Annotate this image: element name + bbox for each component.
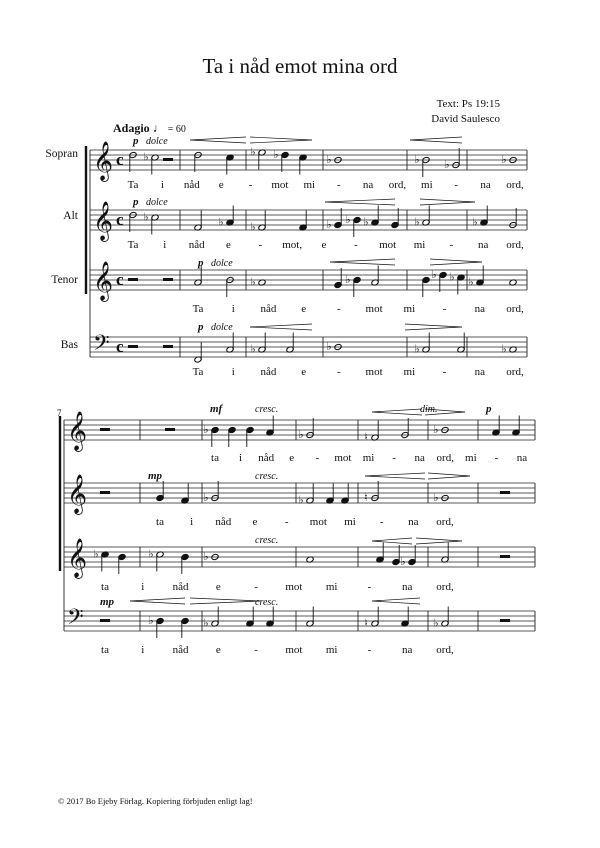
note [431,269,447,292]
dynamic-cresc: cresc. [255,471,279,482]
hairpin-line [416,541,462,544]
hairpin-line [410,140,462,143]
note [266,416,274,437]
flat-sign: ♭ [326,219,332,231]
note [341,484,349,505]
lyric2-sopran: - [392,452,396,464]
note [194,211,202,232]
hairpin-line [365,476,425,479]
flat-sign: ♭ [414,154,420,166]
dynamic-dolce: dolce [146,197,168,208]
hairpin-line [190,140,246,143]
hairpin-line [365,473,425,476]
natural-sign: ♮ [364,617,368,630]
lyric2-alt: e [252,516,258,528]
flat-sign: ♭ [250,221,256,234]
half-rest [500,491,510,494]
staff2-bas [64,611,535,631]
hairpin-line [190,601,260,604]
note [273,149,289,172]
lyric2-bas: i [141,644,145,656]
hairpin-line [130,598,185,601]
hairpin-line [250,140,312,143]
lyric-sopran: mi [421,179,433,191]
hairpin-line [325,202,395,205]
dynamic-dolce: dolce [211,322,233,333]
lyric2-sopran: ord, [436,452,454,464]
lyric-bas: mot [365,366,383,378]
lyric-sopran: na [362,179,374,191]
lyric2-bas: - [367,644,372,656]
decrescendo-hairpin [190,598,260,604]
lyric2-tenor: nåd [172,581,189,593]
lyric-sopran: na [480,179,491,191]
lyric2-alt: - [379,516,384,528]
note [299,211,307,232]
dynamic-p: p [198,257,204,269]
flat-sign: ♭ [414,216,420,229]
flat-sign: ♭ [250,343,256,356]
hairpin-line [428,473,470,476]
note [118,553,126,574]
half-rest [165,428,175,431]
hairpin-line [325,199,395,202]
treble-clef-icon: 𝄞 [93,203,114,240]
lyric-alt: e [226,239,231,251]
hairpin-line [250,137,312,140]
crescendo-hairpin [330,259,395,265]
half-rest [100,619,110,622]
note [512,416,520,437]
lyric-bas: i [231,366,235,378]
hairpin-line [428,476,470,479]
flat-sign: ♭ [250,146,256,159]
note [298,418,314,441]
flat-sign: ♭ [326,341,332,353]
note [203,424,219,447]
treble-clef-icon: 𝄞 [93,263,114,300]
dynamic-cresc: cresc. [255,404,279,415]
treble-clef-icon: 𝄞 [67,413,88,450]
note [391,208,399,229]
common-time-icon: c [116,150,124,169]
crescendo-hairpin [372,598,420,604]
flat-sign: ♭ [433,617,439,630]
lyric2-tenor: - [254,581,258,593]
hairpin-line [190,598,260,601]
flat-sign: ♭ [433,492,439,504]
note [286,333,294,354]
measure-number: 7 [57,408,62,418]
flat-sign: ♭ [345,214,351,226]
dynamic-p: p [133,135,139,147]
lyric2-sopran: - [315,452,320,464]
natural-sign: ♮ [364,431,368,444]
half-rest [128,345,138,348]
note [226,276,234,297]
hairpin-line [430,259,482,262]
copyright-notice: © 2017 Bo Ejeby Förlag. Kopiering förbjuden enligt lag! [58,796,253,806]
note [422,276,430,297]
dynamic-dim: dim. [420,404,438,415]
hairpin-line [130,601,185,604]
note [156,481,164,502]
lyric2-sopran: mi [465,452,477,464]
lyric-sopran: e [218,179,224,191]
flat-sign: ♭ [400,556,406,568]
decrescendo-hairpin [405,324,462,330]
note [203,481,219,504]
lyric2-bas: na [402,644,413,656]
page-title: Ta i nåd emot mina ord [202,54,398,78]
flat-sign: ♭ [203,551,209,563]
lyric2-sopran: mi [362,452,375,464]
lyric2-alt: ord, [436,516,454,528]
lyric-alt: mot [379,239,397,251]
flat-sign: ♭ [218,216,224,229]
half-rest [100,491,110,494]
lyric2-alt: mi [344,516,356,528]
lyric2-bas: nåd [172,644,189,656]
lyric2-alt: na [408,516,419,528]
hairpin-line [420,199,475,202]
lyric2-sopran: nåd [258,452,275,464]
lyric-sopran: nåd [183,179,200,191]
hairpin-line [430,262,482,265]
lyric2-bas: ord, [436,644,454,656]
lyric2-sopran: ta [211,452,219,464]
note [246,426,254,447]
note [226,333,234,354]
note [345,214,361,237]
lyric-bas: nåd [260,366,277,378]
decrescendo-hairpin [420,199,475,205]
lyric-tenor: i [231,303,235,315]
lyric-alt: mi [413,239,426,251]
lyric-sopran: ord, [506,179,524,191]
note [501,344,517,356]
common-time-icon: c [116,210,124,229]
note [457,333,465,354]
natural-sign: ♮ [364,492,368,504]
lyric-bas: Ta [192,366,204,378]
note [181,617,189,638]
crescendo-hairpin [410,137,462,143]
note [371,266,379,287]
half-rest [128,278,138,281]
lyric2-alt: mot [309,516,327,528]
lyric-tenor: ord, [506,303,524,315]
note [148,615,164,638]
note [444,148,460,171]
treble-clef-icon: 𝄞 [67,476,88,513]
flat-sign: ♭ [501,154,507,166]
half-rest [163,278,173,281]
dynamic-p: p [486,403,492,415]
hairpin-line [330,262,395,265]
lyric-alt: e [321,239,327,251]
lyric2-tenor: mot [285,581,303,593]
flat-sign: ♭ [298,429,304,441]
lyric-sopran: mot [271,179,289,191]
note [334,268,342,289]
flat-sign: ♭ [203,424,209,436]
lyric2-alt: - [284,516,289,528]
lyric-sopran: ord, [388,179,407,191]
lyric-sopran: - [336,179,341,191]
note [401,607,409,628]
hairpin-line [372,541,412,544]
note [326,208,342,231]
flat-sign: ♭ [363,216,369,229]
lyric-alt: - [258,239,263,251]
lyric-alt: - [353,239,358,251]
note [492,416,500,437]
note [414,154,430,177]
flat-sign: ♭ [148,615,154,627]
lyric2-tenor: - [367,581,372,593]
crescendo-hairpin [190,137,246,143]
flat-sign: ♭ [414,343,420,356]
dynamic-mp: mp [148,470,163,482]
decrescendo-hairpin [430,259,482,265]
note [441,543,449,564]
note [306,607,314,628]
crescendo-hairpin [372,538,412,544]
flat-sign: ♭ [431,269,437,281]
note [509,208,517,229]
lyric-bas: ord, [506,366,524,378]
half-rest [100,428,110,431]
lyric-tenor: e [301,303,307,315]
lyric-bas: - [337,366,341,378]
note [345,274,361,297]
lyric-tenor: na [474,303,485,315]
composer-credit: David Saulesco [431,113,500,125]
common-time-icon: c [116,337,124,356]
flat-sign: ♭ [449,271,455,284]
lyric-alt: Ta [127,239,139,251]
instrument-label-sopran: Sopran [45,148,78,160]
staff2-tenor [64,547,535,567]
flat-sign: ♭ [298,494,304,507]
instrument-label-tenor: Tenor [51,274,78,286]
note [364,481,379,504]
treble-clef-icon: 𝄞 [93,143,114,180]
lyric2-sopran: i [239,452,243,464]
hairpin-line [405,327,462,330]
note [194,151,202,172]
quarter-note-icon: ♩ [152,121,165,135]
flat-sign: ♭ [250,276,256,289]
lyric2-bas: ta [101,644,109,656]
lyric2-bas: mi [325,644,338,656]
flat-sign: ♭ [433,424,439,436]
note [129,151,137,172]
lyric2-tenor: ord, [436,581,454,593]
lyric-sopran: - [248,179,253,191]
lyric-bas: - [442,366,447,378]
lyric-sopran: - [454,179,459,191]
half-rest [500,555,510,558]
lyric2-alt: i [190,516,194,528]
text-credit: Text: Ps 19:15 [436,98,500,110]
dynamic-cresc: cresc. [255,597,279,608]
flat-sign: ♭ [148,548,154,561]
lyric2-tenor: mi [325,581,338,593]
lyric2-bas: mot [285,644,303,656]
note [226,154,234,175]
flat-sign: ♭ [345,274,351,286]
note [246,607,254,628]
note [181,484,189,505]
tempo-word: Adagio [113,121,150,135]
treble-clef-icon: 𝄞 [67,540,88,577]
lyric2-bas: e [215,644,221,656]
dynamic-p: p [133,196,139,208]
lyric-sopran: mi [303,179,316,191]
note [400,545,416,568]
note [376,543,384,564]
note [194,343,202,364]
note [299,154,307,175]
flat-sign: ♭ [93,548,99,561]
lyric-tenor: - [337,303,341,315]
flat-sign: ♭ [273,149,279,161]
hairpin-line [372,598,420,601]
crescendo-hairpin [365,473,425,479]
note [326,484,334,505]
half-rest [163,345,173,348]
hairpin-line [405,324,462,327]
bass-clef-icon: 𝄢 [93,331,110,360]
dynamic-dolce: dolce [211,258,233,269]
note [129,211,137,232]
lyric-alt: ord, [506,239,524,251]
lyric2-sopran: e [289,452,295,464]
common-time-icon: c [116,270,124,289]
hairpin-line [372,601,420,604]
lyric-sopran: i [160,179,164,191]
hairpin-line [416,538,462,541]
decrescendo-hairpin [428,473,470,479]
lyric2-sopran: mot [334,452,352,464]
lyric-bas: e [301,366,307,378]
note [401,418,409,439]
lyric-alt: mot, [282,239,303,251]
tempo-bpm: = 60 [167,124,186,135]
flat-sign: ♭ [501,343,507,356]
hairpin-line [250,327,312,330]
lyric-bas: mi [403,366,416,378]
crescendo-hairpin [130,598,185,604]
lyric2-tenor: i [141,581,145,593]
dynamic-mf: mf [210,403,223,415]
lyric-tenor: mot [365,303,383,315]
lyric2-sopran: - [494,452,499,464]
hairpin-line [190,137,246,140]
flat-sign: ♭ [472,216,478,229]
note [266,607,274,628]
decrescendo-hairpin [250,137,312,143]
lyric2-sopran: na [516,452,528,464]
lyric-tenor: nåd [260,303,277,315]
flat-sign: ♭ [468,276,474,289]
hairpin-line [372,412,422,415]
flat-sign: ♭ [203,617,209,630]
lyric-tenor: Ta [192,303,204,315]
flat-sign: ♭ [203,492,209,504]
note [250,277,266,289]
hairpin-line [330,259,395,262]
crescendo-hairpin [250,324,312,330]
hairpin-line [372,409,422,412]
dynamic-mp: mp [100,596,115,608]
decrescendo-hairpin [416,538,462,544]
lyric2-tenor: ta [101,581,109,593]
lyric2-alt: nåd [215,516,232,528]
lyric-alt: na [477,239,489,251]
lyric2-tenor: e [215,581,221,593]
lyric-alt: - [449,239,454,251]
hairpin-line [372,538,412,541]
flat-sign: ♭ [143,151,149,164]
lyric-alt: i [163,239,167,251]
flat-sign: ♭ [326,154,332,166]
bass-clef-icon: 𝄢 [67,605,84,634]
dynamic-cresc: cresc. [255,535,279,546]
lyric2-bas: - [254,644,258,656]
note [392,545,400,566]
lyric2-sopran: na [414,452,425,464]
hairpin-line [410,137,462,140]
lyric-bas: na [474,366,485,378]
instrument-label-alt: Alt [63,210,78,222]
lyric-alt: nåd [188,239,205,251]
lyric-tenor: mi [403,303,416,315]
lyric2-tenor: na [402,581,413,593]
dynamic-dolce: dolce [146,136,168,147]
hairpin-line [250,324,312,327]
dynamic-p: p [198,321,204,333]
note [228,426,236,447]
lyric-tenor: - [442,303,447,315]
instrument-label-bas: Bas [60,339,78,351]
crescendo-hairpin [372,409,422,415]
half-rest [163,158,173,161]
lyric-sopran: Ta [127,179,139,191]
hairpin-line [420,202,475,205]
flat-sign: ♭ [444,159,450,171]
half-rest [500,619,510,622]
flat-sign: ♭ [143,211,149,224]
lyric2-alt: ta [156,516,164,528]
crescendo-hairpin [325,199,395,205]
note [181,553,189,574]
